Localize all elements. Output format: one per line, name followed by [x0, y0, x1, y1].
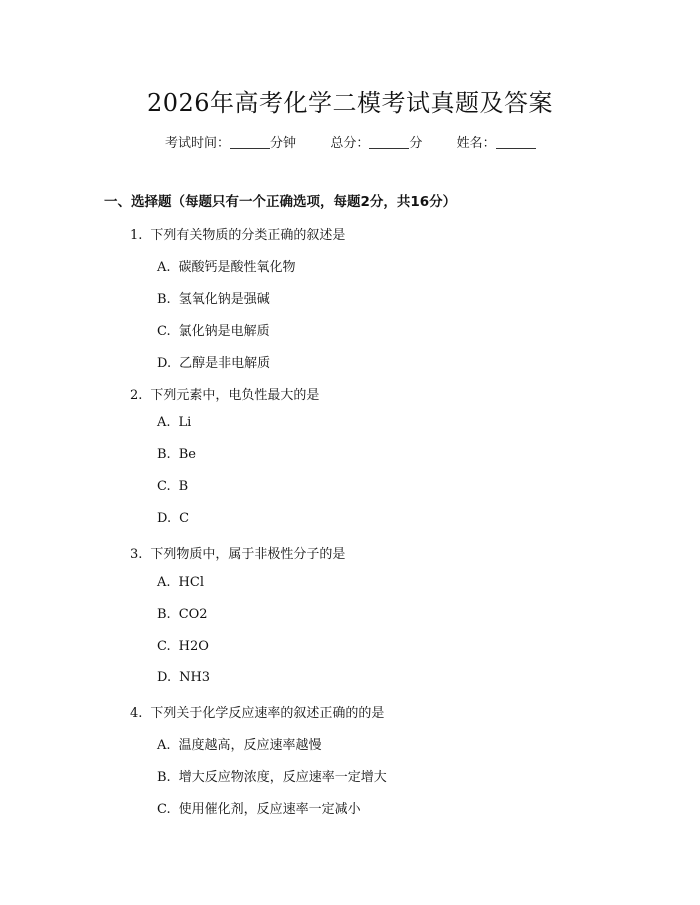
- score-blank: [369, 134, 409, 149]
- time-label: 考试时间：: [165, 136, 231, 151]
- option-letter: A.: [157, 575, 171, 590]
- question-number: 1.: [130, 228, 143, 243]
- option-1a: [157, 256, 296, 275]
- page-title: 2026年高考化学二模考试真题及答案: [146, 89, 554, 117]
- option-letter: A.: [157, 738, 171, 753]
- option-text: Li: [178, 415, 192, 430]
- option-1b: [157, 288, 270, 307]
- time-field: [165, 132, 296, 151]
- option-letter: D.: [157, 511, 172, 526]
- option-3c: [157, 639, 209, 654]
- option-2d: [157, 511, 189, 526]
- option-letter: B.: [157, 292, 171, 307]
- option-letter: A.: [157, 260, 171, 275]
- option-text: 碳酸钙是酸性氧化物: [178, 260, 296, 275]
- name-blank: [496, 134, 536, 149]
- question-4: [130, 702, 384, 721]
- time-unit: 分钟: [270, 136, 297, 151]
- score-unit: 分: [409, 136, 423, 151]
- option-2a: [157, 415, 191, 430]
- question-text: 下列关于化学反应速率的叙述正确的的是: [150, 706, 385, 721]
- name-label: 姓名：: [456, 136, 496, 151]
- question-2: [130, 384, 319, 403]
- option-3d: [157, 670, 210, 685]
- question-text: 下列物质中，属于非极性分子的是: [150, 547, 346, 562]
- option-letter: B.: [157, 447, 171, 462]
- option-letter: A.: [157, 415, 171, 430]
- option-letter: C.: [157, 802, 171, 817]
- option-1d: [157, 352, 270, 371]
- question-number: 3.: [130, 547, 143, 562]
- option-letter: C.: [157, 324, 171, 339]
- option-1c: [157, 320, 270, 339]
- option-text: 氢氧化钠是强碱: [178, 292, 270, 307]
- option-text: H2O: [178, 639, 209, 654]
- option-letter: D.: [157, 670, 172, 685]
- option-text: NH3: [179, 670, 211, 685]
- option-3a: [157, 575, 204, 590]
- question-1: [130, 224, 345, 243]
- question-text: 下列元素中，电负性最大的是: [150, 388, 320, 403]
- option-4b: [157, 766, 387, 785]
- question-number: 4.: [130, 706, 143, 721]
- option-letter: B.: [157, 770, 171, 785]
- score-field: [330, 132, 422, 151]
- question-number: 2.: [130, 388, 143, 403]
- option-text: 乙醇是非电解质: [179, 356, 271, 371]
- option-letter: C.: [157, 479, 171, 494]
- time-blank: [230, 134, 270, 149]
- option-text: 增大反应物浓度，反应速率一定增大: [178, 770, 387, 785]
- option-2b: [157, 447, 196, 462]
- question-text: 下列有关物质的分类正确的叙述是: [150, 228, 346, 243]
- option-3b: [157, 607, 208, 622]
- exam-meta: [165, 132, 536, 151]
- option-text: B: [178, 479, 189, 494]
- option-letter: D.: [157, 356, 172, 371]
- option-text: 氯化钠是电解质: [178, 324, 270, 339]
- option-4a: [157, 734, 322, 753]
- option-text: 使用催化剂，反应速率一定减小: [178, 802, 361, 817]
- option-text: CO2: [178, 607, 208, 622]
- option-4c: [157, 798, 361, 817]
- option-2c: [157, 479, 188, 494]
- question-3: [130, 543, 345, 562]
- option-text: HCl: [178, 575, 204, 590]
- section-heading: 一、选择题（每题只有一个正确选项，每题2分，共16分）: [104, 194, 457, 210]
- option-text: Be: [178, 447, 196, 462]
- option-text: 温度越高，反应速率越慢: [178, 738, 322, 753]
- option-text: C: [179, 511, 190, 526]
- option-letter: C.: [157, 639, 171, 654]
- name-field: [457, 132, 536, 151]
- option-letter: B.: [157, 607, 171, 622]
- score-label: 总分：: [330, 136, 370, 151]
